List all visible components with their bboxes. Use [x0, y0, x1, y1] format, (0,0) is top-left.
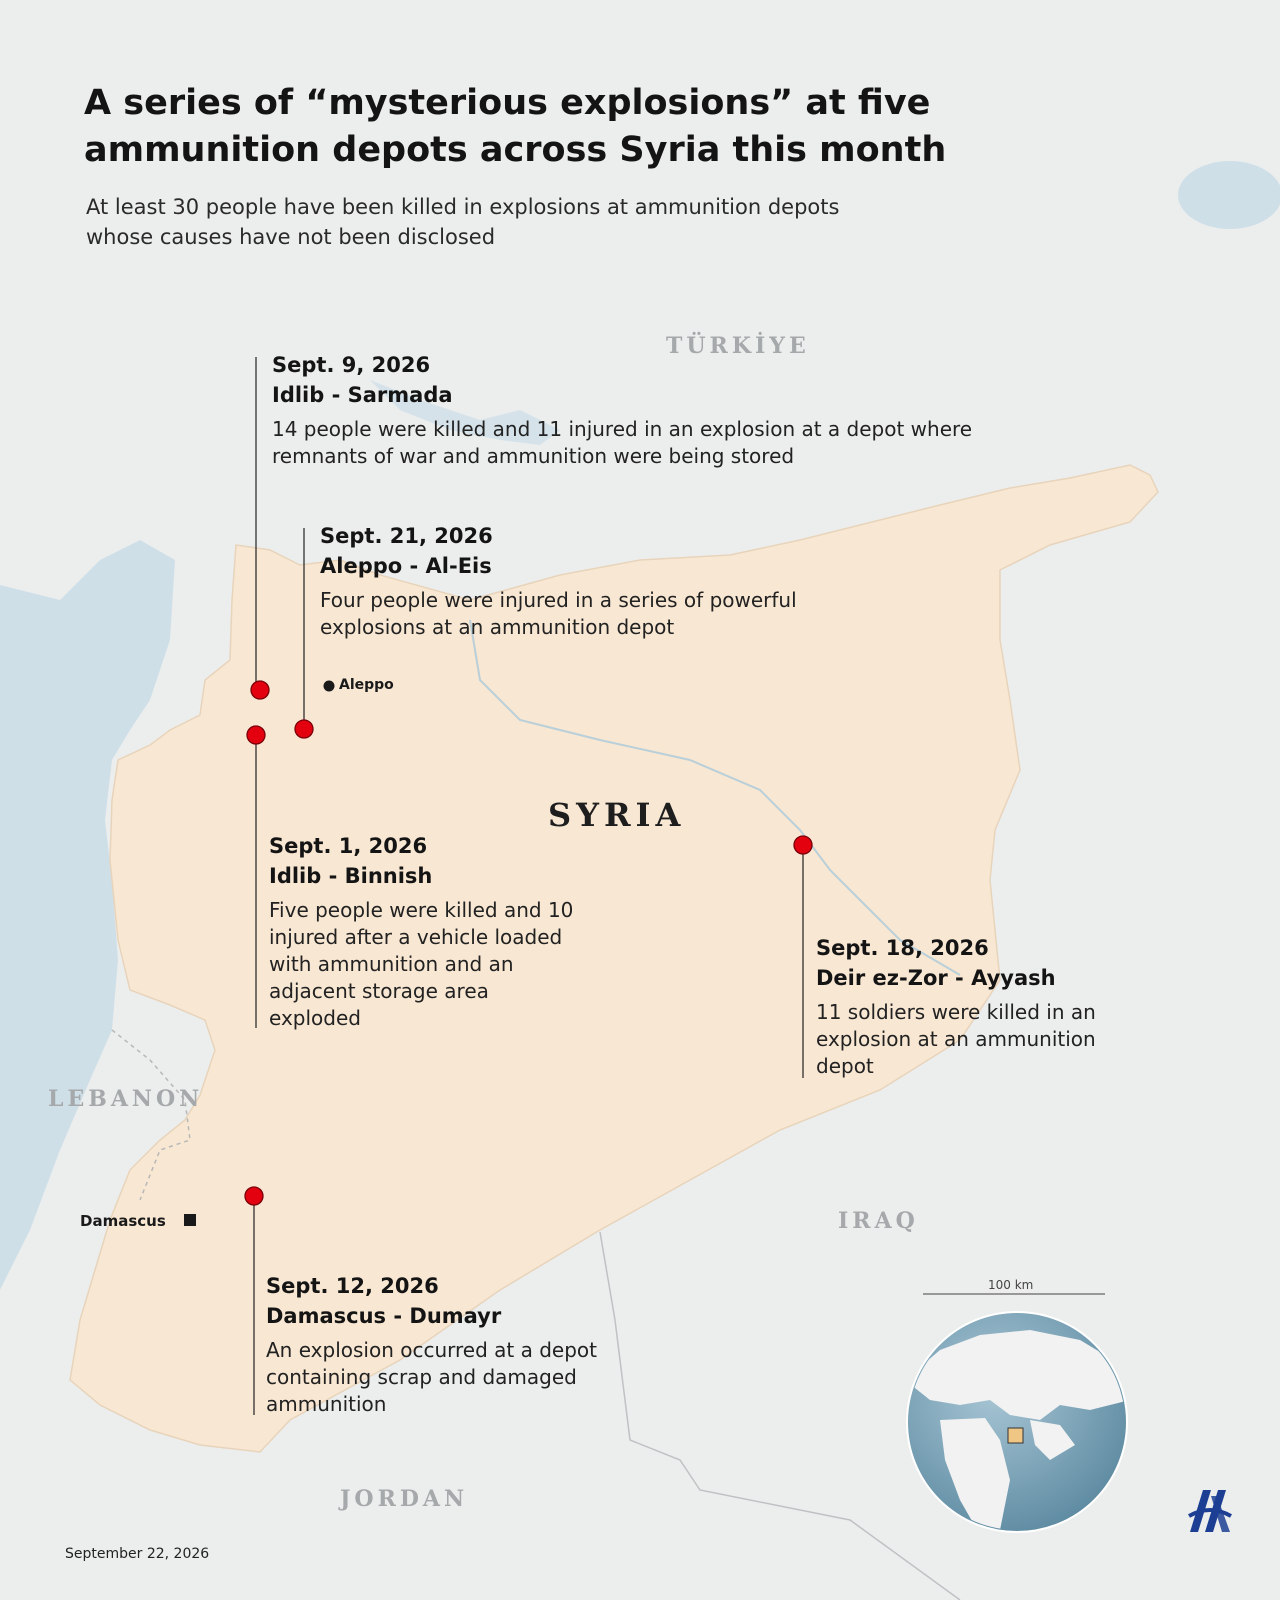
- event-ayyash: [816, 933, 1106, 1080]
- globe-syria-highlight: [1008, 1428, 1023, 1443]
- city-label-aleppo: Aleppo: [339, 677, 394, 693]
- event-date: Sept. 1, 2026: [269, 834, 428, 858]
- scale-label: 100 km: [988, 1278, 1034, 1292]
- page-subtitle: At least 30 people have been killed in explosions at ammunition depots whose causes have not been disclosed: [86, 195, 840, 249]
- event-marker-ayyash[interactable]: [794, 836, 812, 854]
- event-marker-binnish[interactable]: [247, 726, 265, 744]
- event-location: Aleppo - Al-Eis: [320, 554, 492, 578]
- page-title: A series of “mysterious explosions” at five ammunition depots across Syria this month: [84, 83, 947, 170]
- event-location: Idlib - Binnish: [269, 864, 433, 888]
- locator-globe: [905, 1312, 1130, 1535]
- event-description: 14 people were killed and 11 injured in an explosion at a depot where remnants of war and ammunition were being stored: [272, 417, 973, 468]
- city-label-damascus: Damascus: [80, 1212, 166, 1230]
- event-binnish: [269, 831, 581, 1032]
- event-al-eis: [320, 521, 830, 641]
- event-location: Damascus - Dumayr: [266, 1304, 502, 1328]
- event-description: Five people were killed and 10 injured after a vehicle loaded with ammunition and an adjacent storage area exploded: [269, 898, 574, 1030]
- event-marker-dumayr[interactable]: [245, 1187, 263, 1205]
- event-sarmada: [272, 350, 1042, 470]
- event-date: Sept. 21, 2026: [320, 524, 493, 548]
- event-location: Idlib - Sarmada: [272, 383, 453, 407]
- label-turkiye: TÜRKİYE: [666, 333, 810, 359]
- event-date: Sept. 9, 2026: [272, 353, 431, 377]
- event-marker-sarmada[interactable]: [251, 681, 269, 699]
- event-date: Sept. 18, 2026: [816, 936, 989, 960]
- event-description: An explosion occurred at a depot containing scrap and damaged ammunition: [266, 1338, 597, 1416]
- damascus-square: [184, 1214, 196, 1226]
- lake: [1178, 161, 1280, 229]
- label-lebanon: LEBANON: [48, 1086, 204, 1112]
- event-location: Deir ez-Zor - Ayyash: [816, 966, 1056, 990]
- event-description: Four people were injured in a series of powerful explosions at an ammunition depot: [320, 588, 797, 639]
- label-syria: SYRIA: [548, 796, 686, 834]
- event-dumayr: [266, 1271, 646, 1418]
- event-date: Sept. 12, 2026: [266, 1274, 439, 1298]
- event-description: 11 soldiers were killed in an explosion at an ammunition depot: [816, 1000, 1096, 1078]
- publication-date: September 22, 2026: [65, 1546, 210, 1562]
- aleppo-dot: [324, 681, 335, 692]
- iraq-jordan-border: [600, 1232, 960, 1600]
- label-iraq: IRAQ: [838, 1208, 919, 1234]
- label-jordan: JORDAN: [340, 1486, 469, 1512]
- event-marker-al-eis[interactable]: [295, 720, 313, 738]
- aa-logo-icon: [1185, 1486, 1235, 1534]
